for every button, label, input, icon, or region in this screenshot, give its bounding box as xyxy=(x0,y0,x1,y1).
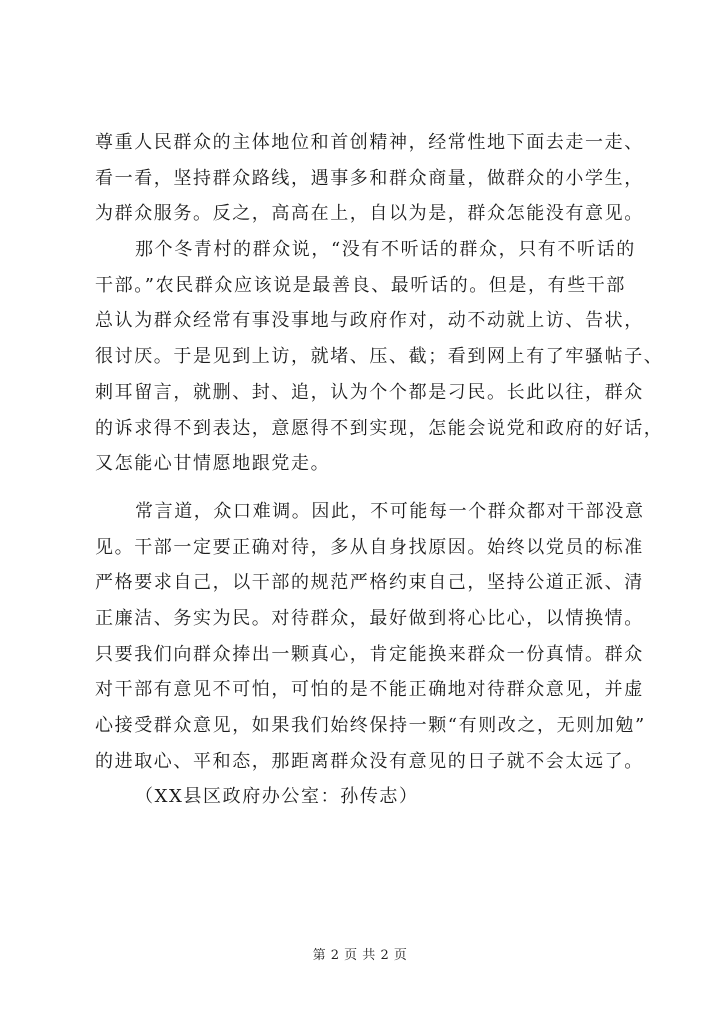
paragraph-1 xyxy=(95,125,663,232)
text-line: 常言道，众口难调。因此，不可能每一个群众都对干部没意 xyxy=(135,500,645,522)
text-line: 只要我们向群众捧出一颗真心，肯定能换来群众一份真情。群众 xyxy=(95,643,644,665)
text-line: 对干部有意见不可怕，可怕的是不能正确地对待群众意见，并虚 xyxy=(95,679,644,701)
text-line: 心接受群众意见，如果我们始终保持一颗“有则改之，无则加勉” xyxy=(95,715,646,736)
text-line: 为群众服务。反之，高高在上，自以为是，群众怎能没有意见。 xyxy=(95,203,644,225)
text-line: 见。干部一定要正确对待，多从自身找原因。始终以党员的标准 xyxy=(95,536,644,558)
paragraph-2 xyxy=(95,232,663,482)
paragraph-3 xyxy=(95,494,663,780)
text-line: 总认为群众经常有事没事地与政府作对，动不动就上访、告状， xyxy=(95,310,644,332)
text-line: 看一看，坚持群众路线，遇事多和群众商量，做群众的小学生， xyxy=(95,167,644,189)
text-line: 刺耳留言，就删、封、追，认为个个都是刁民。长此以往，群众 xyxy=(95,381,644,403)
signature: （XX县区政府办公室：孙传志） xyxy=(135,786,419,808)
page-footer xyxy=(0,944,720,963)
article-body xyxy=(95,125,663,815)
text-line: 的进取心、平和态，那距离群众没有意见的日子就不会太远了。 xyxy=(95,750,644,772)
text-line: 的诉求得不到表达，意愿得不到实现，怎能会说党和政府的好话， xyxy=(95,417,664,439)
text-line: 尊重人民群众的主体地位和首创精神，经常性地下面去走一走、 xyxy=(95,132,644,153)
text-line: 正廉洁、务实为民。对待群众，最好做到将心比心，以情换情。 xyxy=(95,607,644,629)
text-line: 很讨厌。于是见到上访，就堵、压、截；看到网上有了牢骚帖子、 xyxy=(95,346,664,368)
text-line: 那个冬青村的群众说，“没有不听话的群众，只有不听话的 xyxy=(135,239,636,261)
paragraph-gap xyxy=(95,482,663,494)
text-line: 干部。”农民群众应该说是最善良、最听话的。但是，有些干部 xyxy=(95,274,626,296)
page-number-label: 第 2 页 共 2 页 xyxy=(312,948,408,963)
text-line: 又怎能心甘情愿地跟党走。 xyxy=(95,453,331,475)
text-line: 严格要求自己，以干部的规范严格约束自己，坚持公道正派、清 xyxy=(95,572,644,594)
